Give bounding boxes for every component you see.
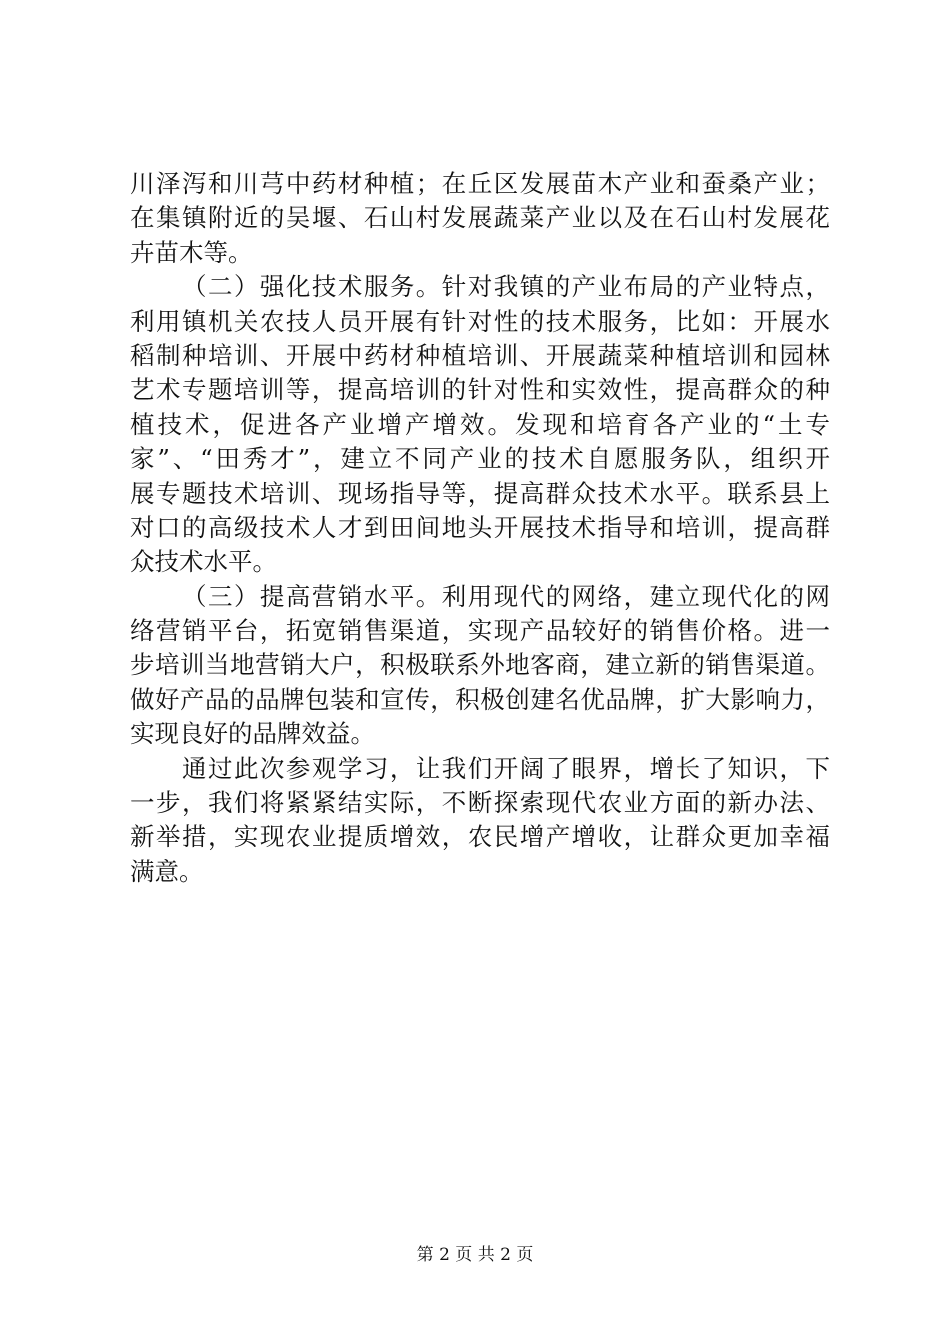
page-number-footer: 第 2 页 共 2 页 xyxy=(416,1245,534,1265)
text-line: 对口的高级技术人才到田间地头开展技术指导和培训，提高群 xyxy=(130,512,830,542)
paragraph-first-line: 通过此次参观学习，让我们开阔了眼界，增长了知识，下 xyxy=(182,753,830,783)
text-line: 卉苗木等。 xyxy=(130,237,253,267)
text-line: 艺术专题培训等，提高培训的针对性和实效性，提高群众的种 xyxy=(130,375,830,405)
text-line: 众技术水平。 xyxy=(130,547,277,577)
text-line: 实现良好的品牌效益。 xyxy=(130,719,375,749)
paragraph-heading-line: （三）提高营销水平。利用现代的网络，建立现代化的网 xyxy=(182,581,830,611)
text-line: 步培训当地营销大户，积极联系外地客商，建立新的销售渠道。 xyxy=(130,650,830,680)
paragraph-heading-line: （二）强化技术服务。针对我镇的产业布局的产业特点， xyxy=(182,272,830,302)
text-line: 稻制种培训、开展中药材种植培训、开展蔬菜种植培训和园林 xyxy=(130,340,830,370)
text-line: 新举措，实现农业提质增效，农民增产增收，让群众更加幸福 xyxy=(130,822,830,852)
text-line: 满意。 xyxy=(130,856,204,886)
document-body xyxy=(130,167,830,889)
text-line: 家”、“田秀才”，建立不同产业的技术自愿服务队，组织开 xyxy=(130,444,830,474)
text-line: 一步，我们将紧紧结实际，不断探索现代农业方面的新办法、 xyxy=(130,788,830,818)
text-line: 做好产品的品牌包装和宣传，积极创建名优品牌，扩大影响力， xyxy=(130,684,830,714)
text-line: 在集镇附近的吴堰、石山村发展蔬菜产业以及在石山村发展花 xyxy=(130,203,830,233)
text-line: 展专题技术培训、现场指导等，提高群众技术水平。联系县上 xyxy=(130,478,830,508)
text-line: 川泽泻和川芎中药材种植；在丘区发展苗木产业和蚕桑产业； xyxy=(130,169,830,198)
text-line: 植技术，促进各产业增产增效。发现和培育各产业的“土专 xyxy=(130,409,830,439)
text-line: 络营销平台，拓宽销售渠道，实现产品较好的销售价格。进一 xyxy=(130,616,830,646)
text-line: 利用镇机关农技人员开展有针对性的技术服务，比如：开展水 xyxy=(130,306,830,336)
